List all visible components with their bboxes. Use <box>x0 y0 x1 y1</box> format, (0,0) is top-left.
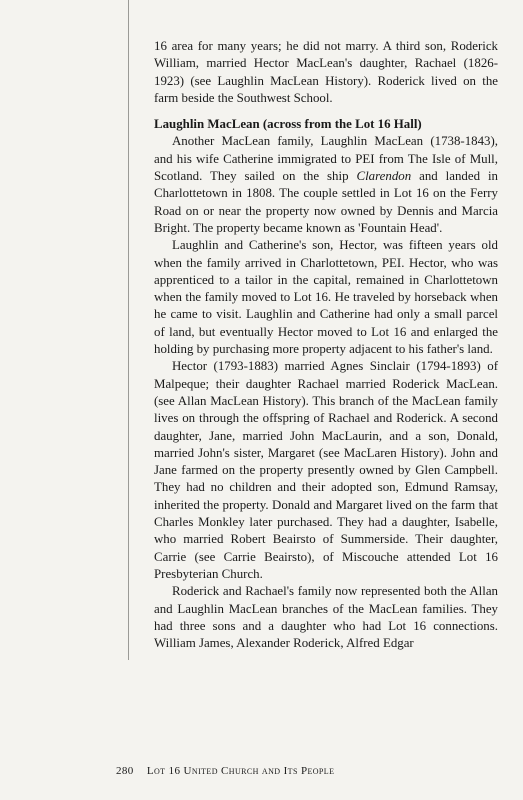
paragraph-1-text-b: and landed in Charlottetown in 1808. The couple settled in Lot 16 on the Ferry Road on or near the property now owned by Dennis and Marcia Bright. The property became known as 'Fountain Head'. <box>154 169 499 235</box>
paragraph-1 <box>154 133 498 237</box>
paragraph-3: Hector (1793-1883) married Agnes Sinclair (1794-1893) of Malpeque; their daughter Rachael married Roderick MacLean. (see Allan MacLean History). This branch of the MacLean family lives on through the offspring of Rachael and Roderick. A second daughter, Jane, married John MacLaurin, and a son, Donald, married John's sister, Margaret (see MacLaren History). John and Jane farmed on the property presently owned by Glen Campbell. They had no children and their adopted son, Edmund Ramsay, inherited the property. Donald and Margaret lived on the farm that Charles Monkley later purchased. They had a daughter, Isabelle, who married Robert Beairsto of Summerside. Their daughter, Carrie (see Carrie Beairsto), of Miscouche attended Lot 16 Presbyterian Church. <box>154 359 498 581</box>
paragraph-4: Roderick and Rachael's family now represented both the Allan and Laughlin MacLean branches of the MacLean families. They had three sons and a daughter who had Lot 16 connections. William James, Alexander Roderick, Alfred Edgar <box>154 584 498 651</box>
section-heading: Laughlin MacLean (across from the Lot 16 Hall) <box>154 117 422 132</box>
paragraph-1-text-a: Another MacLean family, Laughlin MacLean (1738-1843), and his wife Catherine immigrated to PEI from The Isle of Mull, Scotland. They sailed on the ship <box>154 134 498 184</box>
page-footer <box>116 765 334 777</box>
paragraph-2: Laughlin and Catherine's son, Hector, was fifteen years old when the family arrived in Charlottetown, PEI. Hector, who was apprenticed to a tailor in the capital, remained in Charlottetown when the family moved to Lot 16. He traveled by horseback when he came to visit. Laughlin and Catherine had only a small parcel of land, but eventually Hector moved to Lot 16 and enlarged the holding by purchasing more property adjacent to his father's land. <box>154 238 498 357</box>
paragraph-continued: 16 area for many years; he did not marry. A third son, Roderick William, married Hector MacLean's daughter, Rachael (1826-1923) (see Laughlin MacLean History). Roderick lived on the farm beside the Southwest School. <box>154 39 498 105</box>
ship-name: Clarendon <box>356 169 412 184</box>
page-number: 280 <box>116 765 134 777</box>
margin-rule <box>128 0 129 660</box>
page-body <box>154 38 498 652</box>
running-title: Lot 16 United Church and Its People <box>146 765 335 777</box>
